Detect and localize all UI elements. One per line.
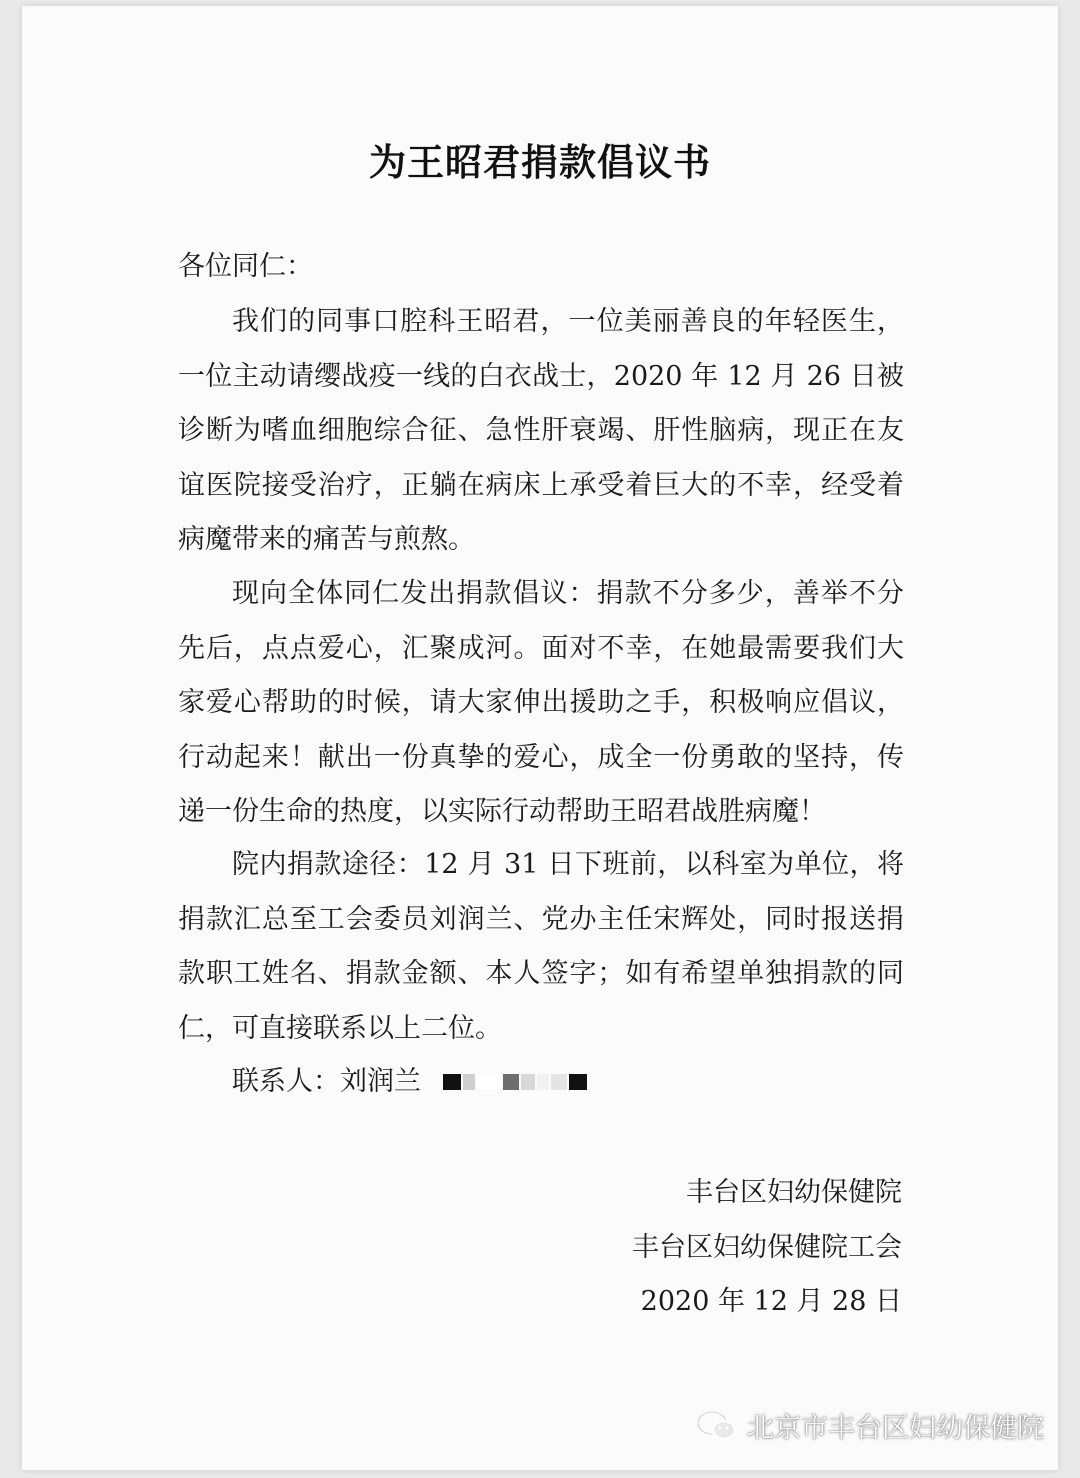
- paragraph-donation-method: [178, 838, 904, 1056]
- paragraph-text: 我们的同事口腔科王昭君，一位美丽善良的年轻医生，一位主动请缨战疫一线的白衣战士，2020 年 12 月 26 日被诊断为嗜血细胞综合征、急性肝衰竭、肝性脑病，现正在友谊医院接受治疗，正躺在病床上承受着巨大的不幸，经受着病魔带来的痛苦与煎熬。: [178, 306, 904, 555]
- contact-line: [232, 1055, 589, 1109]
- paragraph-text: 院内捐款途径：12 月 31 日下班前，以科室为单位，将捐款汇总至工会委员刘润兰、党办主任宋辉处，同时报送捐款职工姓名、捐款金额、本人签字；如有希望单独捐款的同仁，可直接联系以上二位。: [178, 849, 904, 1044]
- signature-date: 2020 年 12 月 28 日: [640, 1286, 902, 1317]
- redacted-phone-number: [443, 1072, 589, 1092]
- contact-label: 联系人：刘润兰: [232, 1066, 421, 1097]
- salutation: 各位同仁：: [178, 251, 313, 282]
- paragraph-situation: [178, 295, 904, 568]
- signature-block: [632, 1166, 902, 1330]
- watermark-text: 北京市丰台区妇幼保健院: [747, 1413, 1044, 1444]
- signature-org-hospital: 丰台区妇幼保健院: [686, 1177, 902, 1208]
- wechat-watermark: [695, 1406, 1044, 1445]
- paragraph-appeal: [178, 567, 904, 840]
- paragraph-text: 现向全体同仁发出捐款倡议：捐款不分多少，善举不分先后，点点爱心，汇聚成河。面对不幸，在她最需要我们大家爱心帮助的时候，请大家伸出援助之手，积极响应倡议，行动起来！献出一份真挚的爱心，成全一份勇敢的坚持，传递一份生命的热度，以实际行动帮助王昭君战胜病魔！: [178, 578, 904, 827]
- document-title: 为王昭君捐款倡议书: [369, 141, 711, 184]
- wechat-icon: [695, 1408, 739, 1444]
- signature-org-union: 丰台区妇幼保健院工会: [632, 1231, 902, 1263]
